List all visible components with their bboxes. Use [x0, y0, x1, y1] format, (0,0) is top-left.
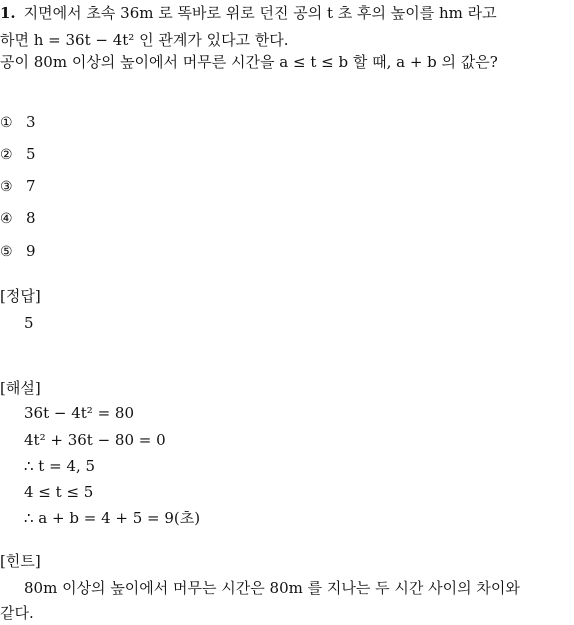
option-marker: ② — [0, 147, 13, 163]
option-value: 9 — [26, 242, 36, 260]
hint-line-2: 같다. — [0, 604, 34, 622]
explanation-line-3: ∴ t = 4, 5 — [24, 457, 96, 475]
explanation-heading: [해설] — [0, 379, 41, 397]
question-line-3: 공이 80m 이상의 높이에서 머무른 시간을 a ≤ t ≤ b 할 때, a + b 의 값은? — [0, 53, 498, 71]
option-5 — [0, 244, 36, 259]
option-marker: ③ — [0, 179, 13, 195]
option-value: 3 — [26, 113, 36, 131]
option-2 — [0, 147, 36, 162]
option-marker: ④ — [0, 211, 13, 227]
explanation-line-5: ∴ a + b = 4 + 5 = 9(초) — [24, 509, 201, 527]
explanation-line-2: 4t² + 36t − 80 = 0 — [24, 431, 166, 449]
question-number: 1. — [0, 4, 16, 22]
option-3 — [0, 179, 36, 194]
option-1 — [0, 115, 36, 130]
question-line-2: 하면 h = 36t − 4t² 인 관계가 있다고 한다. — [0, 31, 289, 49]
explanation-line-4: 4 ≤ t ≤ 5 — [24, 483, 94, 501]
option-marker: ⑤ — [0, 244, 13, 260]
question-text-line-1: 지면에서 초속 36m 로 똑바로 위로 던진 공의 t 초 후의 높이를 hm 라고 — [23, 4, 497, 22]
option-marker: ① — [0, 115, 13, 131]
answer-heading: [정답] — [0, 287, 41, 305]
option-value: 8 — [26, 209, 36, 227]
explanation-line-1: 36t − 4t² = 80 — [24, 404, 134, 422]
option-4 — [0, 211, 36, 226]
option-value: 5 — [26, 145, 36, 163]
hint-heading: [힌트] — [0, 552, 41, 570]
option-value: 7 — [26, 177, 36, 195]
answer-value: 5 — [24, 314, 34, 332]
question-line-1 — [0, 6, 497, 21]
hint-line-1: 80m 이상의 높이에서 머무는 시간은 80m 를 지나는 두 시간 사이의 차이와 — [24, 579, 520, 597]
